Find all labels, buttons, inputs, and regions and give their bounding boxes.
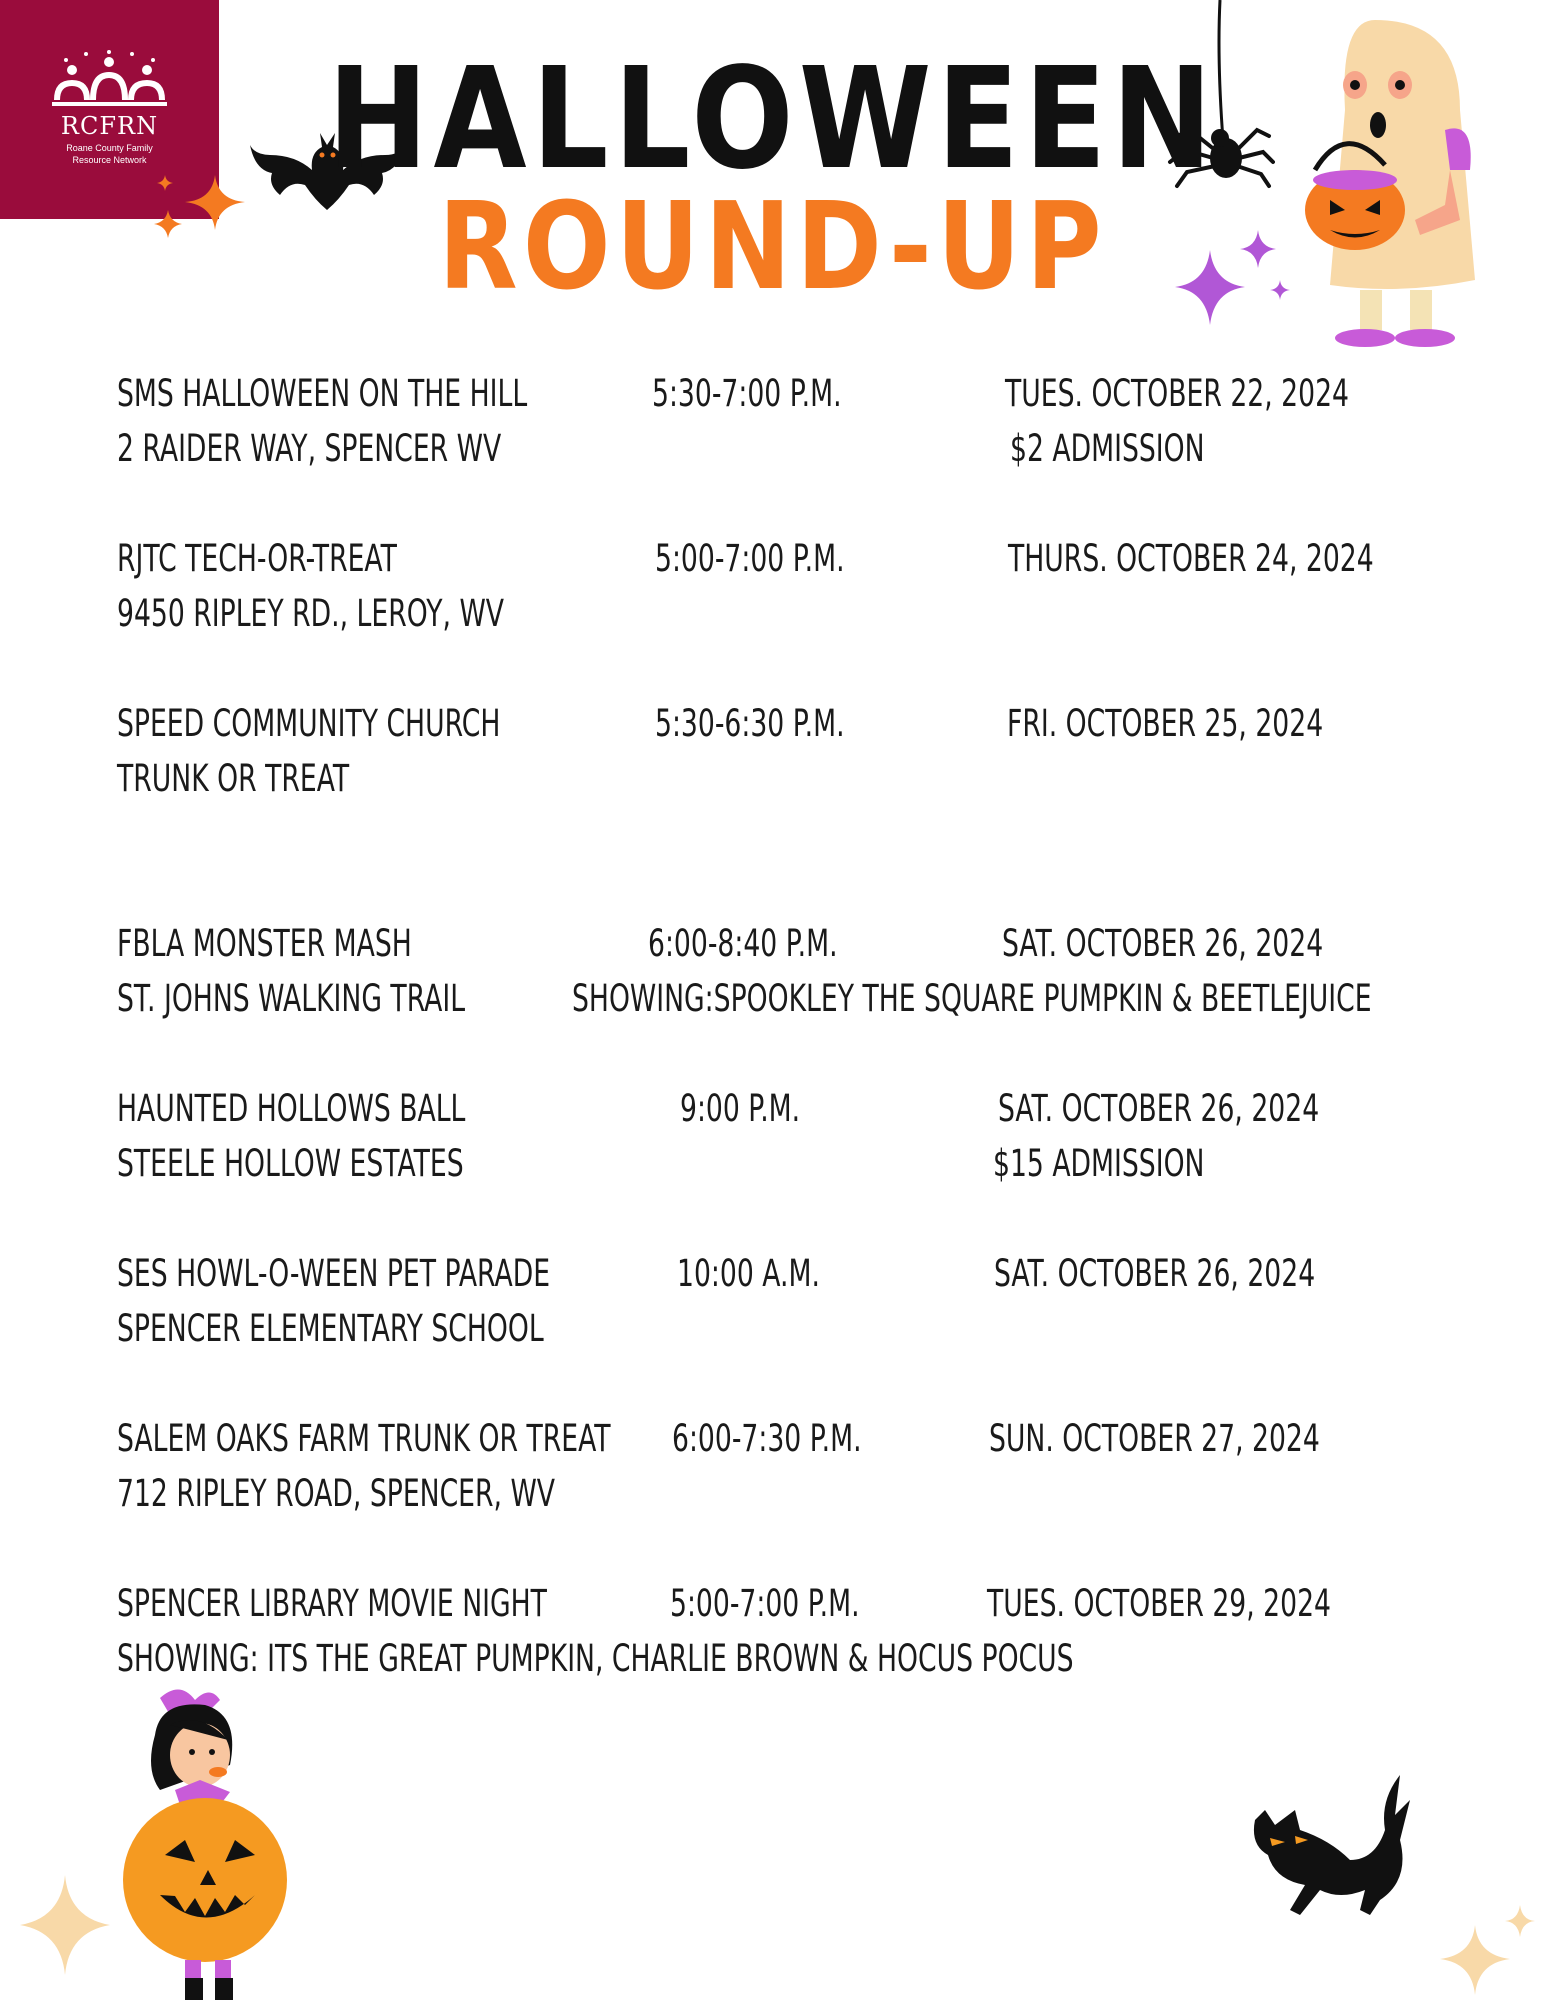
event-name: SALEM OAKS FARM TRUNK OR TREAT [117, 1417, 611, 1460]
cream-sparkle-icon [1435, 1905, 1540, 2000]
event-name: SPENCER LIBRARY MOVIE NIGHT [117, 1582, 547, 1625]
event-date: THURS. OCTOBER 24, 2024 [1008, 537, 1374, 580]
event-note: SHOWING:SPOOKLEY THE SQUARE PUMPKIN & BEETLEJUICE [572, 977, 1372, 1020]
event-time: 5:30-7:00 P.M. [652, 372, 842, 415]
event-date: TUES. OCTOBER 22, 2024 [1005, 372, 1349, 415]
event-location: TRUNK OR TREAT [117, 757, 350, 800]
event-name: SMS HALLOWEEN ON THE HILL [117, 372, 528, 415]
event-name: SPEED COMMUNITY CHURCH [117, 702, 501, 745]
logo-name: RCFRN [60, 112, 159, 140]
event-time: 10:00 A.M. [677, 1252, 820, 1295]
event-location: ST. JOHNS WALKING TRAIL [117, 977, 466, 1020]
event-date: FRI. OCTOBER 25, 2024 [1007, 702, 1324, 745]
event-name: SES HOWL-O-WEEN PET PARADE [117, 1252, 551, 1295]
event-date: SAT. OCTOBER 26, 2024 [998, 1087, 1320, 1130]
event-location: 712 RIPLEY ROAD, SPENCER, WV [117, 1472, 556, 1515]
event-location: STEELE HOLLOW ESTATES [117, 1142, 464, 1185]
page-subtitle: ROUND-UP [438, 178, 1107, 317]
event-date: SAT. OCTOBER 26, 2024 [1002, 922, 1324, 965]
pumpkin-girl-icon [120, 1680, 320, 2000]
event-name: HAUNTED HOLLOWS BALL [117, 1087, 466, 1130]
event-name: FBLA MONSTER MASH [117, 922, 412, 965]
event-date: TUES. OCTOBER 29, 2024 [987, 1582, 1331, 1625]
event-location: SPENCER ELEMENTARY SCHOOL [117, 1307, 544, 1350]
page-title: HALLOWEEN [327, 38, 1218, 201]
event-time: 9:00 P.M. [680, 1087, 801, 1130]
event-location: 2 RAIDER WAY, SPENCER WV [117, 427, 502, 470]
event-time: 5:00-7:00 P.M. [670, 1582, 860, 1625]
event-time: 5:30-6:30 P.M. [655, 702, 845, 745]
event-name: RJTC TECH-OR-TREAT [117, 537, 397, 580]
black-cat-icon [1250, 1770, 1425, 1920]
event-location: SHOWING: ITS THE GREAT PUMPKIN, CHARLIE BROWN & HOCUS POCUS [117, 1637, 1074, 1680]
event-date: SAT. OCTOBER 26, 2024 [994, 1252, 1316, 1295]
event-location: 9450 RIPLEY RD., LEROY, WV [117, 592, 505, 635]
event-date: SUN. OCTOBER 27, 2024 [989, 1417, 1320, 1460]
event-note: $15 ADMISSION [993, 1142, 1205, 1185]
logo-tagline-line-1: Roane County Family [66, 143, 153, 153]
event-time: 5:00-7:00 P.M. [655, 537, 845, 580]
cream-sparkle-icon [15, 1870, 115, 1980]
event-time: 6:00-7:30 P.M. [672, 1417, 862, 1460]
logo-tagline-line-2: Resource Network [72, 155, 147, 165]
event-time: 6:00-8:40 P.M. [648, 922, 838, 965]
event-note: $2 ADMISSION [1010, 427, 1205, 470]
